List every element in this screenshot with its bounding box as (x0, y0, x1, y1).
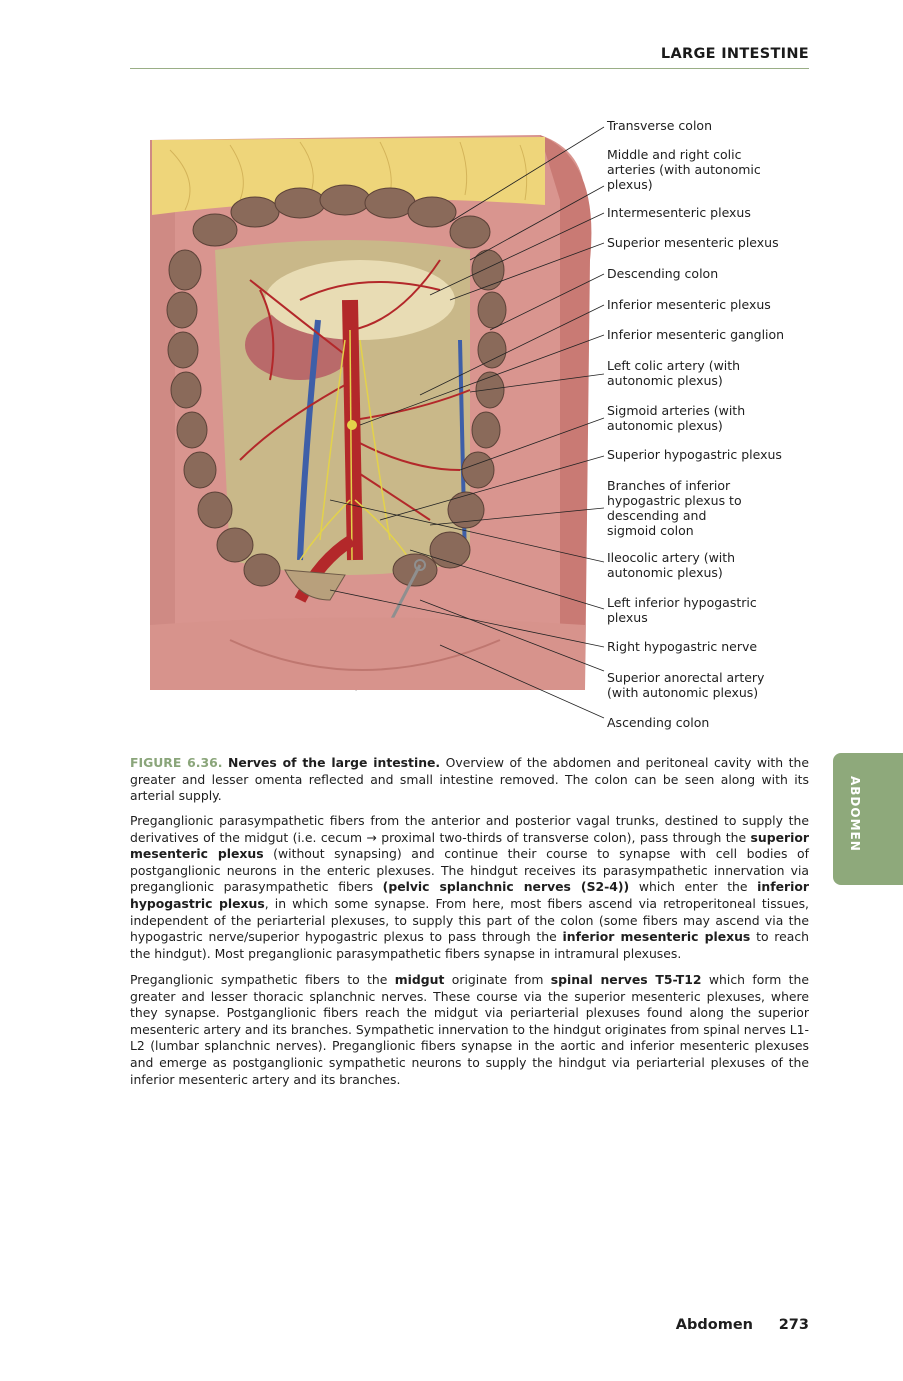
label-ascending-colon: Ascending colon (607, 715, 710, 730)
body-paragraph-2 (130, 972, 809, 1088)
para2-text-3: which form the greater and lesser thoracic splanchnic nerves. These course via the superior mesenteric plexuses, where they synapse. Postganglionic fibers reach the midgut via periarterial plexuses found along the superior mesenteric artery and its branches. Sympathetic innervation to the hindgut originates from spinal nerves L1-L2 (lumbar splanchnic nerves). Preganglionic fibers synapse in the aortic and inferior mesenteric plexuses and emerge as postganglionic sympathetic neurons to supply the hindgut via periarterial plexuses of the inferior mesenteric artery and its branches. (130, 972, 809, 1087)
label-sigmoid-arteries: Sigmoid arteries (with autonomic plexus) (607, 403, 746, 433)
label-descending-colon: Descending colon (607, 266, 719, 281)
left-flank (150, 140, 175, 690)
para1-bold-1: superior mesenteric plexus (130, 829, 809, 862)
body-paragraph-1 (130, 813, 809, 962)
label-right-hypogastric-nerve: Right hypogastric nerve (607, 639, 758, 654)
label-transverse-colon: Transverse colon (607, 118, 712, 133)
para1-text-5: to reach the hindgut). Most preganglionic parasympathetic fibers synapse in intramural plexuses. (130, 929, 809, 961)
label-left-colic-artery: Left colic artery (with autonomic plexus) (607, 358, 741, 388)
label-branches-inferior-hypogastric: Branches of inferior hypogastric plexus to descending and sigmoid colon (607, 478, 742, 538)
label-inferior-mesenteric-plexus: Inferior mesenteric plexus (607, 297, 771, 312)
label-inferior-mesenteric-ganglion: Inferior mesenteric ganglion (607, 327, 785, 342)
running-header: LARGE INTESTINE (660, 46, 809, 62)
para1-text-2: (without synapsing) and continue their course to synapse with cell bodies of postganglionic neurons in the enteric plexuses. The hindgut receives its parasympathetic innervation via preganglionic parasympathetic fibers (130, 846, 809, 895)
figure-number: FIGURE 6.36. (130, 755, 223, 770)
para2-bold-1: midgut (394, 972, 445, 987)
para1-bold-4: inferior mesenteric plexus (562, 929, 751, 945)
section-side-tab[interactable] (833, 753, 903, 885)
page-number: 273 (778, 1317, 809, 1333)
para2-bold-2: spinal nerves T5-T12 (550, 972, 702, 987)
label-ileocolic-artery: Ileocolic artery (with autonomic plexus) (607, 550, 736, 580)
figure-caption (130, 755, 809, 805)
para1-text-4: , in which some synapse. From here, most fibers ascend via retroperitoneal tissues, independent of the periarterial plexuses, to supply this part of the colon (some fibers may ascend via the hypogastric nerve/superior hypogastric plexus to pass through the (130, 895, 809, 945)
para1-bold-2: (pelvic splanchnic nerves (S2-4)) (382, 879, 630, 895)
para2-text-2: originate from (444, 972, 551, 987)
para1-text-1: Preganglionic parasympathetic fibers from the anterior and posterior vagal trunks, destined to supply the derivatives of the midgut (i.e. cecum → proximal two-thirds of transverse colon), pass through the (130, 813, 809, 845)
label-intermesenteric-plexus: Intermesenteric plexus (607, 205, 751, 220)
label-superior-hypogastric-plexus: Superior hypogastric plexus (607, 447, 782, 462)
para2-text-1: Preganglionic sympathetic fibers to the (130, 972, 395, 987)
label-middle-right-colic-arteries: Middle and right colic arteries (with autonomic plexus) (607, 147, 761, 192)
label-superior-mesenteric-plexus: Superior mesenteric plexus (607, 235, 779, 250)
label-left-inferior-hypogastric-plexus: Left inferior hypogastric plexus (607, 595, 757, 625)
para1-text-3: which enter the (629, 879, 758, 895)
figure-title: Nerves of the large intestine. (227, 755, 441, 770)
figure-caption-text: Overview of the abdomen and peritoneal cavity with the greater and lesser omenta reflected and small intestine removed. The colon can be seen along with its arterial supply. (130, 755, 809, 804)
label-superior-anorectal-artery: Superior anorectal artery (with autonomic plexus) (607, 670, 765, 700)
section-side-tab-label: ABDOMEN (848, 776, 862, 852)
para1-bold-3: inferior hypogastric plexus (130, 879, 809, 911)
footer-section-name: Abdomen (675, 1317, 753, 1333)
